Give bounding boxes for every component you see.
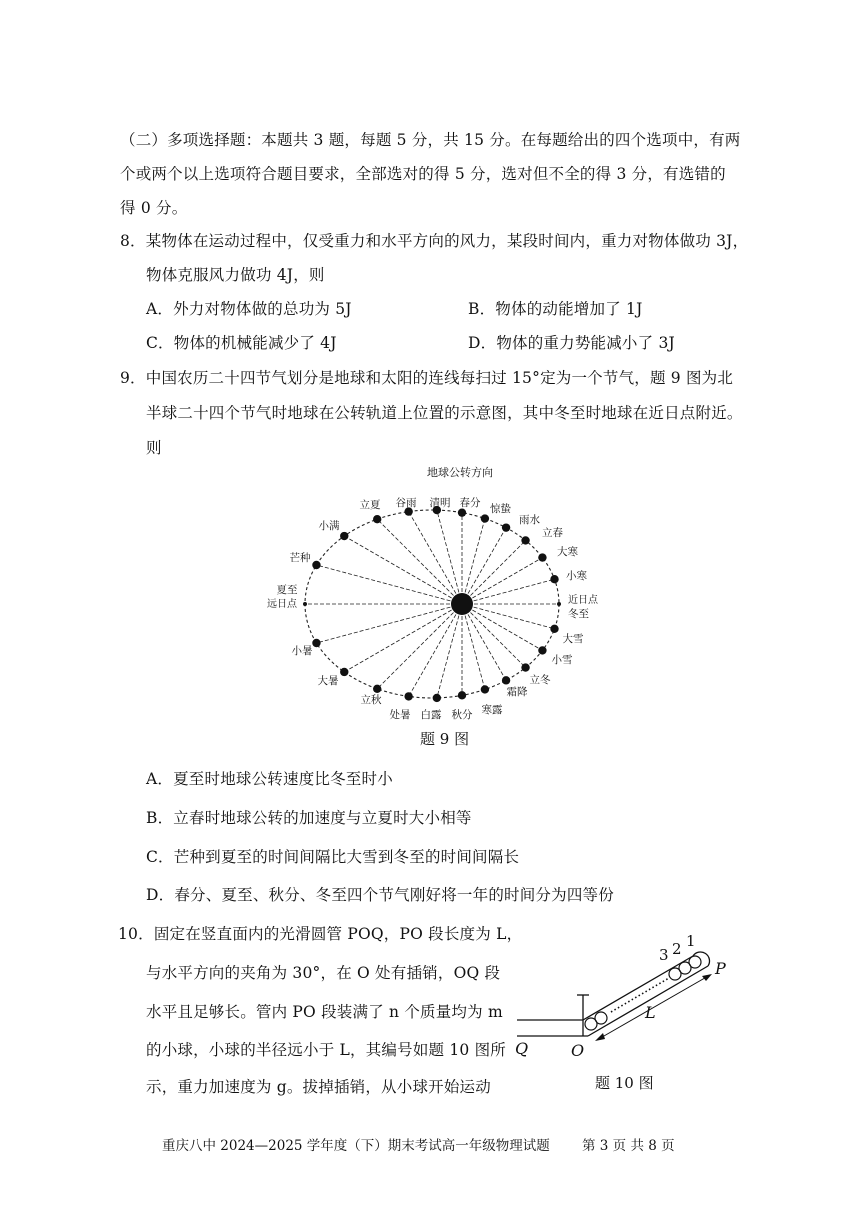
tube-diagram bbox=[505, 920, 750, 1065]
q8-stem-line-2: 物体克服风力做功 4J，则 bbox=[146, 266, 325, 284]
earth-position-dot bbox=[312, 561, 320, 569]
solar-term-label: 雨水 bbox=[519, 514, 540, 526]
q8-stem-line-1: 8．某物体在运动过程中，仅受重力和水平方向的风力，某段时间内，重力对物体做功 3J， bbox=[120, 232, 749, 250]
solar-term-label: 冬至 bbox=[568, 608, 589, 620]
solar-term-label: 谷雨 bbox=[395, 497, 417, 509]
earth-position-dot bbox=[502, 523, 510, 531]
solar-term-label: 寒露 bbox=[481, 704, 503, 716]
sun-earth-line bbox=[316, 565, 462, 604]
label-Q: Q bbox=[515, 1039, 529, 1058]
section-heading-line-1: （二）多项选择题：本题共 3 题，每题 5 分，共 15 分。在每题给出的四个选项中，有两 bbox=[120, 131, 741, 149]
earth-position-dot bbox=[550, 625, 558, 633]
sun-earth-line bbox=[462, 604, 485, 689]
ball-number-3: 3 bbox=[659, 946, 669, 964]
sun-earth-line bbox=[316, 604, 462, 643]
earth-position-dot bbox=[433, 694, 441, 702]
solar-term-label: 处暑 bbox=[389, 709, 411, 721]
sun-earth-line bbox=[462, 604, 526, 668]
solar-term-label: 夏至 bbox=[276, 584, 298, 596]
sun-dot bbox=[451, 593, 473, 615]
sun-earth-line bbox=[462, 540, 526, 604]
earth-position-dot bbox=[340, 532, 348, 540]
solar-term-label: 大寒 bbox=[557, 546, 578, 558]
earth-position-dot bbox=[502, 676, 510, 684]
earth-position-dot bbox=[312, 639, 320, 647]
q9-option-d: D．春分、夏至、秋分、冬至四个节气刚好将一年的时间分为四等份 bbox=[146, 886, 614, 904]
solar-term-label: 小满 bbox=[318, 520, 340, 532]
earth-position-dot bbox=[550, 575, 558, 583]
ball-number-1: 1 bbox=[686, 932, 696, 950]
sun-earth-line bbox=[344, 536, 462, 604]
earth-position-dot bbox=[340, 668, 348, 676]
q10-stem-line-3: 水平且足够长。管内 PO 段装满了 n 个质量均为 m bbox=[146, 1003, 503, 1021]
earth-position-dot bbox=[481, 685, 489, 693]
footer-title: 重庆八中 2024—2025 学年度（下）期末考试高一年级物理试题 bbox=[162, 1138, 550, 1154]
q8-option-c: C．物体的机械能减少了 4J bbox=[146, 334, 337, 352]
solar-term-label: 立秋 bbox=[360, 694, 382, 706]
orbit-direction-title: 地球公转方向 bbox=[427, 466, 493, 479]
q10-stem-line-5: 示，重力加速度为 g。拔掉插销，从小球开始运动 bbox=[146, 1078, 491, 1096]
sun-earth-line bbox=[377, 604, 462, 689]
label-P: P bbox=[715, 959, 726, 978]
earth-position-dot bbox=[521, 536, 529, 544]
orbit-diagram bbox=[250, 460, 620, 725]
solar-term-label: 立冬 bbox=[529, 674, 551, 686]
solar-term-label: 小暑 bbox=[291, 645, 313, 657]
solar-term-label: 春分 bbox=[459, 497, 481, 509]
sun-earth-line bbox=[462, 558, 542, 604]
solar-term-label: 惊蛰 bbox=[490, 503, 511, 515]
q10-stem-line-1: 10．固定在竖直面内的光滑圆管 POQ，PO 段长度为 L， bbox=[118, 925, 523, 943]
solar-term-label: 霜降 bbox=[506, 686, 528, 698]
q9-option-a: A．夏至时地球公转速度比冬至时小 bbox=[146, 770, 393, 788]
q9-option-c: C．芒种到夏至的时间间隔比大雪到冬至的时间间隔长 bbox=[146, 848, 520, 866]
earth-position-dot bbox=[481, 514, 489, 522]
earth-position-dot bbox=[538, 646, 546, 654]
q8-option-b: B．物体的动能增加了 1J bbox=[468, 300, 643, 318]
sun-earth-line bbox=[344, 604, 462, 672]
solar-term-label: 白露 bbox=[420, 709, 442, 721]
section-heading-line-2: 个或两个以上选项符合题目要求，全部选对的得 5 分，选对但不全的得 3 分，有选错的 bbox=[120, 165, 726, 183]
sun-earth-line bbox=[462, 604, 555, 629]
label-L: L bbox=[645, 1003, 656, 1022]
sun-earth-line bbox=[437, 604, 462, 698]
section-heading-line-3: 得 0 分。 bbox=[120, 199, 188, 217]
q10-stem-line-4: 的小球，小球的半径远小于 L，其编号如题 10 图所 bbox=[146, 1041, 506, 1059]
solar-term-label: 清明 bbox=[429, 497, 451, 509]
figure-10-caption: 题 10 图 bbox=[595, 1074, 654, 1092]
solar-term-label: 小寒 bbox=[566, 570, 587, 582]
solar-term-label: 大雪 bbox=[562, 633, 584, 645]
earth-position-dot bbox=[521, 663, 529, 671]
earth-position-dot bbox=[373, 515, 381, 523]
earth-position-dot bbox=[538, 553, 546, 561]
q10-stem-line-2: 与水平方向的夹角为 30°，在 O 处有插销，OQ 段 bbox=[146, 964, 501, 982]
solar-term-label: 秋分 bbox=[451, 709, 473, 721]
solar-term-label: 立夏 bbox=[359, 499, 381, 511]
solar-term-label: 芒种 bbox=[289, 552, 311, 564]
ball-number-2: 2 bbox=[672, 940, 682, 958]
q9-stem-line-3: 则 bbox=[146, 439, 162, 457]
earth-position-dot bbox=[458, 691, 466, 699]
apsis-marker bbox=[303, 602, 307, 606]
footer-page-number: 第 3 页 共 8 页 bbox=[582, 1138, 675, 1154]
sun-earth-line bbox=[437, 510, 462, 604]
figure-9-caption: 题 9 图 bbox=[420, 730, 470, 748]
sun-earth-line bbox=[462, 579, 555, 604]
q8-option-d: D．物体的重力势能减小了 3J bbox=[468, 334, 675, 352]
label-O: O bbox=[571, 1041, 585, 1060]
sun-earth-line bbox=[462, 519, 485, 604]
sun-earth-line bbox=[409, 512, 462, 604]
sun-earth-line bbox=[409, 604, 462, 696]
solar-term-label: 小雪 bbox=[551, 654, 573, 666]
solar-term-label: 大暑 bbox=[317, 675, 339, 687]
q8-option-a: A．外力对物体做的总功为 5J bbox=[146, 300, 352, 318]
earth-position-dot bbox=[373, 685, 381, 693]
earth-position-dot bbox=[458, 508, 466, 516]
q9-option-b: B．立春时地球公转的加速度与立夏时大小相等 bbox=[146, 809, 472, 827]
sun-earth-line bbox=[462, 528, 506, 604]
q9-stem-line-2: 半球二十四个节气时地球在公转轨道上位置的示意图，其中冬至时地球在近日点附近。 bbox=[146, 404, 743, 422]
sun-earth-line bbox=[377, 519, 462, 604]
perihelion-label: 近日点 bbox=[568, 595, 598, 606]
q9-stem-line-1: 9．中国农历二十四节气划分是地球和太阳的连线每扫过 15°定为一个节气，题 9 图为北 bbox=[120, 369, 734, 387]
sun-earth-line bbox=[462, 604, 506, 680]
apsis-marker bbox=[557, 602, 561, 606]
solar-term-label: 立春 bbox=[542, 527, 563, 539]
sun-earth-line bbox=[462, 604, 542, 650]
aphelion-label: 远日点 bbox=[267, 599, 297, 610]
earth-position-dot bbox=[404, 692, 412, 700]
